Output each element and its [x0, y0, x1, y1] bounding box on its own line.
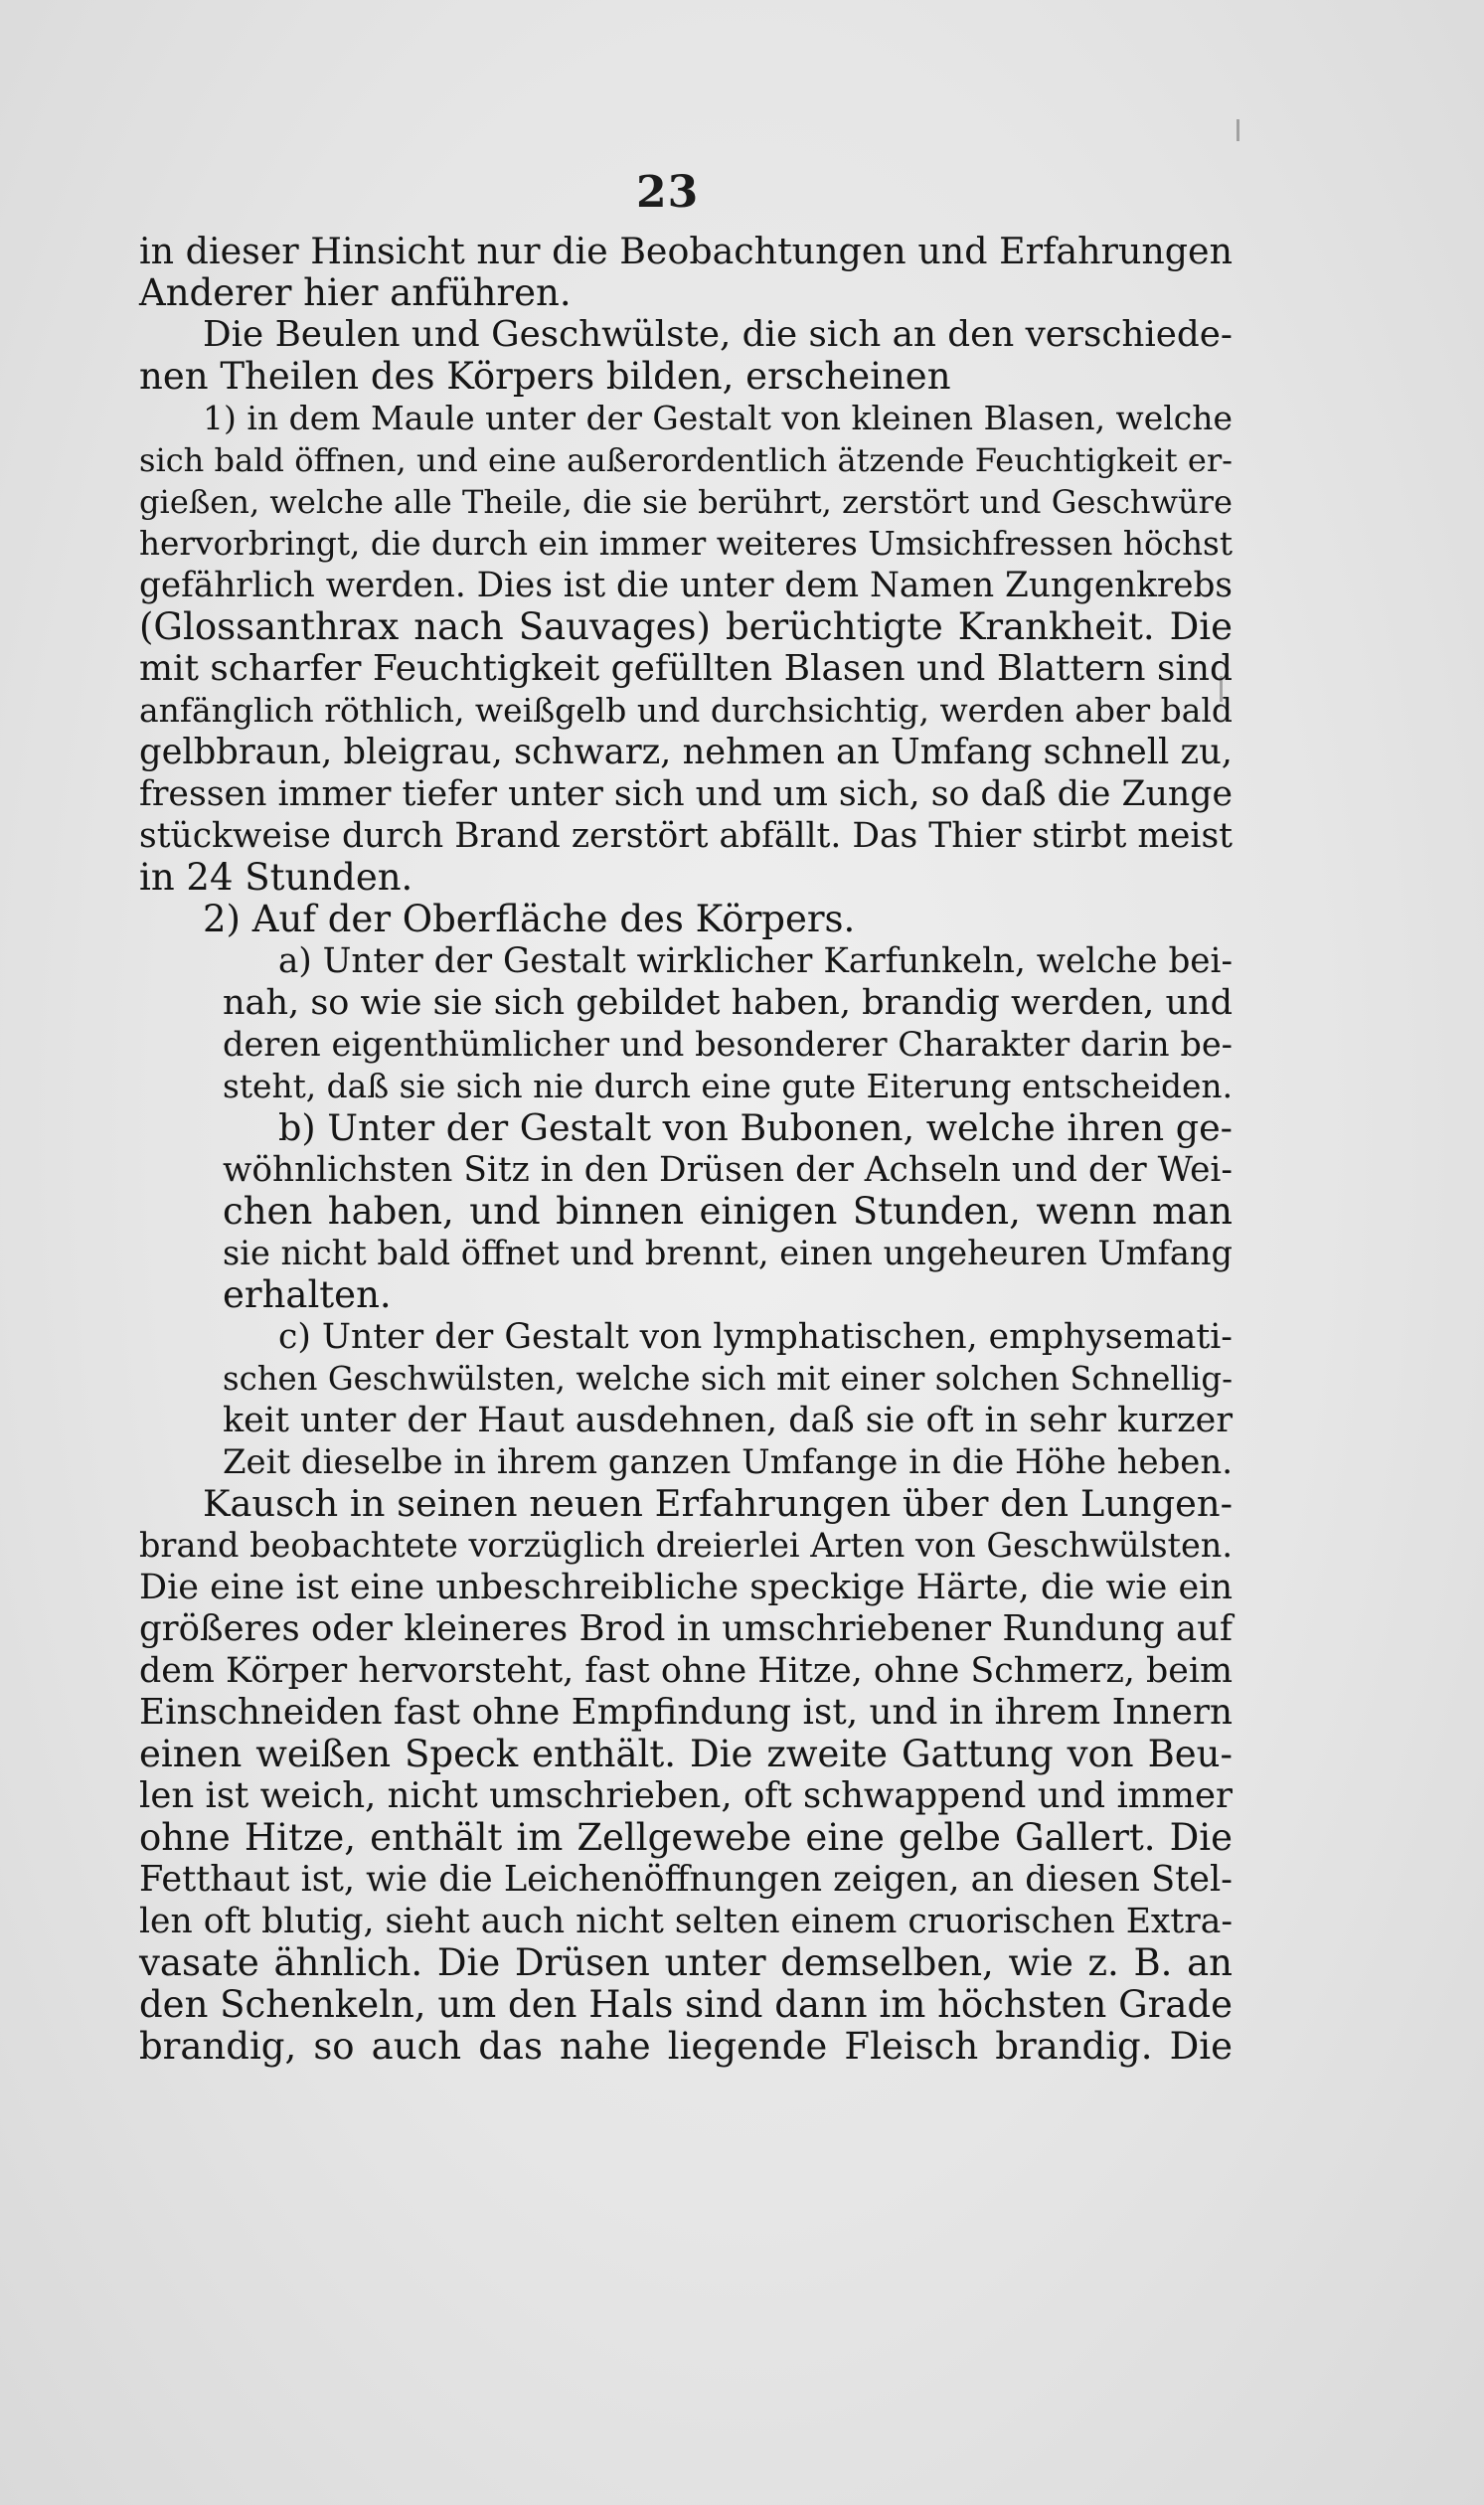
text-line: fressen immer tiefer unter sich und um sich, so daß die Zunge — [139, 774, 1233, 814]
text-line: nen Theilen des Körpers bilden, erscheinen — [139, 355, 951, 398]
text-line: erhalten. — [223, 1273, 392, 1316]
text-line: brandig, so auch das nahe liegende Fleisch brandig. Die — [139, 2025, 1233, 2068]
text-line: chen haben, und binnen einigen Stunden, wenn man — [223, 1190, 1233, 1233]
text-line: Zeit dieselbe in ihrem ganzen Umfange in die Höhe heben. — [223, 1442, 1233, 1481]
text-line: in 24 Stunden. — [139, 856, 413, 899]
text-line: dem Körper hervorsteht, fast ohne Hitze, ohne Schmerz, beim — [139, 1651, 1233, 1691]
text-line: größeres oder kleineres Brod in umschriebener Rundung auf — [139, 1608, 1233, 1649]
text-line: Fetthaut ist, wie die Leichenöffnungen zeigen, an diesen Stel- — [139, 1859, 1233, 1900]
text-line: stückweise durch Brand zerstört abfällt. Das Thier stirbt meist — [139, 816, 1233, 856]
text-line: Die eine ist eine unbeschreibliche speckige Härte, die wie ein — [139, 1567, 1233, 1607]
text-line: den Schenkeln, um den Hals sind dann im höchsten Grade — [139, 1983, 1233, 2026]
text-line: len oft blutig, sieht auch nicht selten einem cruorischen Extra- — [139, 1902, 1233, 1941]
text-line: nah, so wie sie sich gebildet haben, brandig werden, und — [223, 982, 1233, 1023]
text-line: b) Unter der Gestalt von Bubonen, welche ihren ge- — [278, 1106, 1233, 1149]
text-line: gießen, welche alle Theile, die sie berührt, zerstört und Geschwüre — [139, 483, 1233, 521]
text-line: ohne Hitze, enthält im Zellgewebe eine gelbe Gallert. Die — [139, 1816, 1233, 1859]
text-line: sie nicht bald öffnet und brennt, einen ungeheuren Umfang — [223, 1234, 1233, 1272]
text-line: Einschneiden fast ohne Empfindung ist, und in ihrem Innern — [139, 1692, 1233, 1733]
text-line: in dieser Hinsicht nur die Beobachtungen und Erfahrungen — [139, 230, 1233, 272]
text-line: keit unter der Haut ausdehnen, daß sie oft in sehr kurzer — [223, 1401, 1233, 1440]
text-line: (Glossanthrax nach Sauvages) berüchtigte Krankheit. Die — [139, 605, 1233, 648]
text-line: c) Unter der Gestalt von lymphatischen, emphysemati- — [278, 1317, 1233, 1357]
text-line: deren eigenthümlicher und besonderer Charakter darin be- — [223, 1025, 1233, 1064]
page-number: 23 — [636, 167, 700, 218]
body-text — [139, 231, 1233, 2068]
text-line: einen weißen Speck enthält. Die zweite Gattung von Beu- — [139, 1733, 1233, 1775]
text-line: gelbbraun, bleigrau, schwarz, nehmen an Umfang schnell zu, — [139, 732, 1233, 772]
text-line: vasate ähnlich. Die Drüsen unter demselben, wie z. B. an — [139, 1941, 1233, 1984]
text-line: len ist weich, nicht umschrieben, oft schwappend und immer — [139, 1775, 1233, 1816]
text-line: brand beobachtete vorzüglich dreierlei Arten von Geschwülsten. — [139, 1526, 1233, 1565]
text-line: steht, daß sie sich nie durch eine gute Eiterung entscheiden. — [223, 1068, 1233, 1105]
text-line: gefährlich werden. Dies ist die unter dem Namen Zungenkrebs — [139, 566, 1233, 605]
text-line: Kausch in seinen neuen Erfahrungen über den Lungen- — [203, 1482, 1233, 1525]
text-line: wöhnlichsten Sitz in den Drüsen der Achseln und der Wei- — [223, 1150, 1233, 1190]
page-edge-mark — [1237, 119, 1239, 141]
text-line: 2) Auf der Oberfläche des Körpers. — [203, 898, 856, 940]
text-line: mit scharfer Feuchtigkeit gefüllten Blasen und Blattern sind — [139, 648, 1233, 689]
text-line: Anderer hier anführen. — [139, 271, 572, 314]
text-line: Die Beulen und Geschwülste, die sich an den verschiede- — [203, 314, 1233, 355]
text-line: 1) in dem Maule unter der Gestalt von kleinen Blasen, welche — [203, 399, 1233, 437]
text-line: hervorbringt, die durch ein immer weiteres Umsichfressen höchst — [139, 525, 1233, 563]
text-line: anfänglich röthlich, weißgelb und durchsichtig, werden aber bald — [139, 691, 1233, 730]
text-line: schen Geschwülsten, welche sich mit einer solchen Schnellig- — [223, 1360, 1233, 1398]
text-line: sich bald öffnen, und eine außerordentlich ätzende Feuchtigkeit er- — [139, 441, 1233, 479]
text-line: a) Unter der Gestalt wirklicher Karfunkeln, welche bei- — [278, 941, 1233, 981]
